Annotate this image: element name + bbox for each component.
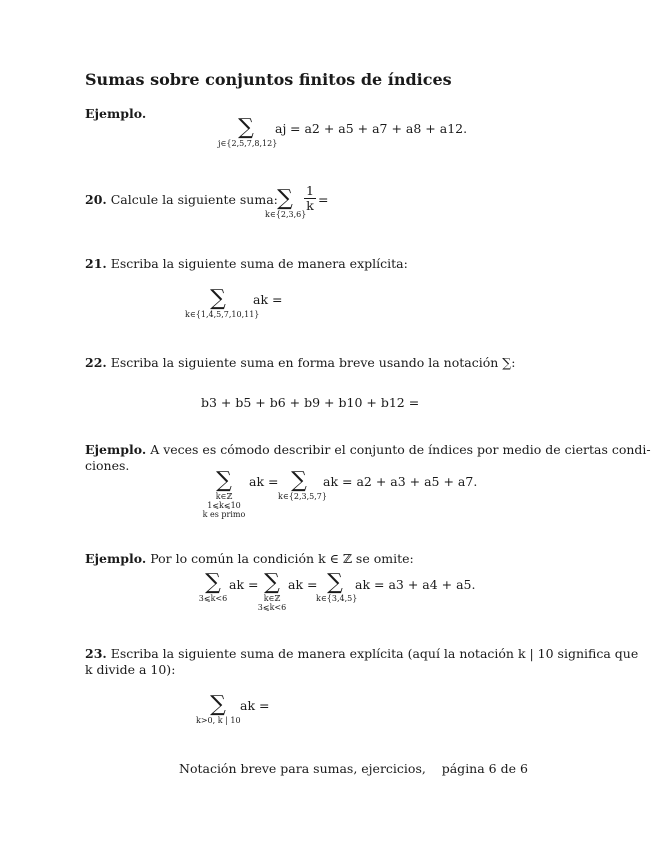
exercise-20-statement: 20. Calcule la siguiente suma:	[85, 192, 278, 207]
sigma-icon: ∑	[277, 186, 293, 211]
sum-block-conditions	[198, 470, 250, 519]
summand: ak =	[288, 577, 318, 592]
condition: k es primo	[202, 510, 246, 519]
summand: ak =	[240, 698, 270, 713]
page-footer: Notación breve para sumas, ejercicios, página 6 de 6	[179, 761, 528, 776]
condition: 3⩽k<6	[257, 603, 287, 612]
sigma-icon: ∑	[210, 692, 226, 717]
example-3-text: Ejemplo. Por lo común la condición k ∈ ℤ se omite:	[85, 551, 414, 566]
sum-expansion: ak = a2 + a3 + a5 + a7.	[323, 474, 478, 489]
sigma-icon: ∑	[264, 570, 280, 595]
sum-block-ex21	[185, 286, 260, 319]
exercise-21-statement: 21. Escriba la siguiente suma de manera explícita:	[85, 256, 408, 271]
sum-expansion: ak = a3 + a4 + a5.	[355, 577, 476, 592]
fraction	[304, 184, 316, 213]
index-set: k∈{3,4,5}	[316, 594, 358, 603]
sigma-icon: ∑	[216, 468, 232, 493]
exercise-23-text-line2: k divide a 10):	[85, 662, 176, 677]
index-set: k∈{1,4,5,7,10,11}	[185, 310, 260, 319]
sum-block-b	[257, 572, 287, 612]
condition: 3⩽k<6	[198, 594, 228, 603]
sum-block-set	[278, 468, 327, 501]
sum-block-example1	[218, 115, 278, 148]
sum-expansion: = a2 + a5 + a7 + a8 + a12.	[290, 121, 468, 136]
example-2-text-line1: Ejemplo. A veces es cómodo describir el conjunto de índices por medio de ciertas condi-	[85, 442, 651, 457]
summand: ak =	[249, 474, 279, 489]
sum-block-ex23	[196, 694, 240, 725]
condition: 1⩽k⩽10	[207, 501, 241, 510]
index-set: j∈{2,5,7,8,12}	[218, 139, 278, 148]
summand: ak =	[253, 292, 283, 307]
numerator: 1	[306, 183, 314, 198]
exercise-22-statement: 22. Escriba la siguiente suma en forma breve usando la notación ∑:	[85, 355, 516, 370]
page-title: Sumas sobre conjuntos finitos de índices	[85, 70, 452, 89]
denominator: k	[304, 198, 316, 213]
index-set: k>0, k | 10	[196, 716, 241, 725]
summand: ak =	[229, 577, 259, 592]
sigma-icon: ∑	[205, 570, 221, 595]
sigma-icon: ∑	[210, 286, 226, 311]
condition: k∈ℤ	[263, 594, 281, 603]
exercise-23-text-line1: 23. Escriba la siguiente suma de manera explícita (aquí la notación k | 10 significa que	[85, 646, 639, 661]
sum-block-c	[316, 570, 358, 603]
sum-expression: b3 + b5 + b6 + b9 + b10 + b12 =	[201, 395, 420, 410]
index-set: k∈{2,3,5,7}	[278, 492, 327, 501]
sum-block-a	[196, 572, 230, 603]
index-set: k∈{2,3,6}	[265, 210, 307, 219]
sum-block-ex20	[265, 188, 305, 219]
sigma-icon: ∑	[327, 570, 343, 595]
equals-sign: =	[318, 192, 329, 207]
summand: aj	[275, 121, 287, 136]
sigma-icon: ∑	[238, 115, 254, 140]
example-label: Ejemplo.	[85, 106, 147, 121]
condition: k∈ℤ	[215, 492, 233, 501]
example-2-text-line2: ciones.	[85, 458, 130, 473]
sigma-icon: ∑	[291, 468, 307, 493]
